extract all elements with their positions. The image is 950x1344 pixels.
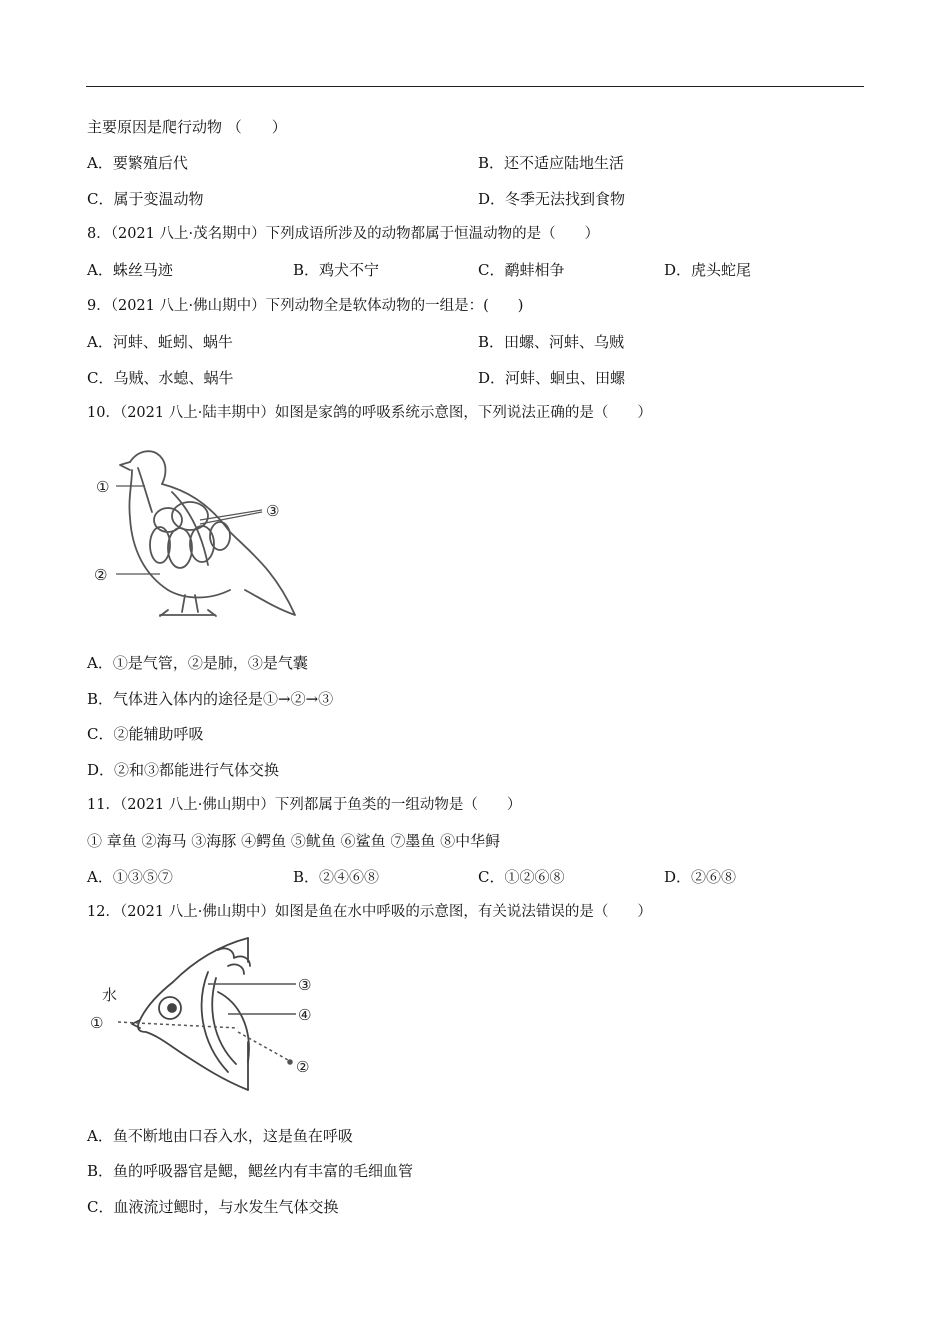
q8-option-a: A．蛛丝马迹 [87, 261, 173, 279]
q11-option-a: A．①③⑤⑦ [87, 868, 173, 886]
q7-option-d: D．冬季无法找到食物 [478, 190, 626, 208]
q9-option-d: D．河蚌、蛔虫、田螺 [478, 369, 626, 387]
header-rule [86, 86, 864, 87]
q11-option-b: B．②④⑥⑧ [293, 868, 380, 886]
fish-label-1: ① [90, 1014, 104, 1032]
q8-option-b: B．鸡犬不宁 [293, 261, 380, 279]
q7-stem-tail: 主要原因是爬行动物 （ ） [87, 118, 287, 136]
q8-stem: 8．（2021 八上·茂名期中）下列成语所涉及的动物都属于恒温动物的是（ ） [87, 226, 600, 242]
q9-option-c: C．乌贼、水螅、蜗牛 [87, 369, 234, 387]
q12-option-c: C．血液流过鳃时，与水发生气体交换 [87, 1198, 339, 1216]
q7-option-a: A．要繁殖后代 [87, 154, 188, 172]
q10-option-d: D．②和③都能进行气体交换 [87, 761, 280, 779]
q10-option-b: B．气体进入体内的途径是①→②→③ [87, 690, 334, 708]
pigeon-label-2: ② [94, 566, 108, 584]
q12-option-b: B．鱼的呼吸器官是鳃，鳃丝内有丰富的毛细血管 [87, 1162, 414, 1180]
fish-label-4: ④ [298, 1006, 312, 1024]
q11-option-c: C．①②⑥⑧ [478, 868, 565, 886]
q9-option-a: A．河蚌、蚯蚓、蜗牛 [87, 333, 233, 351]
pigeon-label-1: ① [96, 478, 110, 496]
fish-label-water: 水 [102, 986, 118, 1004]
q11-animal-list: ① 章鱼 ②海马 ③海豚 ④鳄鱼 ⑤鱿鱼 ⑥鲨鱼 ⑦墨鱼 ⑧中华鲟 [87, 832, 501, 850]
q9-stem: 9．（2021 八上·佛山期中）下列动物全是软体动物的一组是：( ) [87, 298, 524, 314]
pigeon-label-3: ③ [266, 502, 280, 520]
fish-label-3: ③ [298, 976, 312, 994]
q7-option-c: C．属于变温动物 [87, 190, 204, 208]
q10-option-a: A．①是气管，②是肺，③是气囊 [87, 654, 308, 672]
q10-option-c: C．②能辅助呼吸 [87, 725, 204, 743]
q7-option-b: B．还不适应陆地生活 [478, 154, 625, 172]
q12-stem: 12．（2021 八上·佛山期中）如图是鱼在水中呼吸的示意图，有关说法错误的是（ ） [87, 904, 652, 920]
pigeon-respiratory-figure [90, 440, 305, 625]
q9-option-b: B．田螺、河蚌、乌贼 [478, 333, 625, 351]
q10-stem: 10．（2021 八上·陆丰期中）如图是家鸽的呼吸系统示意图，下列说法正确的是（ ） [87, 405, 652, 421]
fish-label-2: ② [296, 1058, 310, 1076]
q11-stem: 11．（2021 八上·佛山期中）下列都属于鱼类的一组动物是（ ） [87, 797, 522, 813]
q12-option-a: A．鱼不断地由口吞入水，这是鱼在呼吸 [87, 1127, 353, 1145]
q8-option-d: D．虎头蛇尾 [664, 261, 752, 279]
q8-option-c: C．鹬蚌相争 [478, 261, 565, 279]
fish-respiration-figure [88, 932, 328, 1092]
q11-option-d: D．②⑥⑧ [664, 868, 737, 886]
